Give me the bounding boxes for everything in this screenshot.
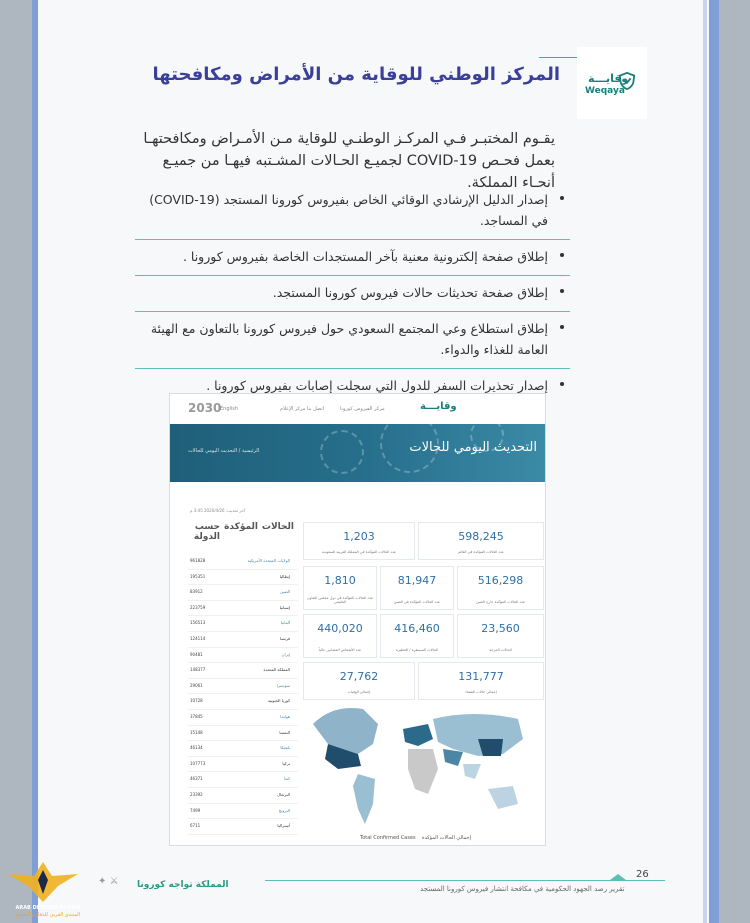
- language-link: English: [220, 406, 239, 412]
- nav-links: اتصل بنا مركز الإعلام: [280, 406, 324, 412]
- country-value: 10728: [190, 698, 203, 704]
- stat-card: [303, 566, 377, 610]
- logo-accent-line: [539, 57, 579, 58]
- breadcrumb: الرئيسية / التحديث اليومي للحالات: [188, 448, 260, 454]
- country-value: 156513: [190, 620, 206, 626]
- country-row: [188, 757, 298, 773]
- embedded-website-screenshot: [169, 393, 546, 846]
- countries-sidebar: [188, 522, 298, 835]
- country-name: فرنسا: [279, 635, 290, 641]
- bullet-dot-icon: [560, 253, 564, 257]
- bullet-dot-icon: [560, 325, 564, 329]
- country-value: 961828: [190, 558, 206, 563]
- divider: [135, 275, 570, 276]
- country-value: 83912: [190, 589, 203, 595]
- country-value: 46371: [190, 776, 203, 782]
- map-caption: [360, 835, 471, 841]
- bullet-item: [135, 186, 570, 236]
- country-value: 7499: [190, 807, 201, 813]
- country-row: [188, 804, 298, 820]
- country-value: 37845: [190, 713, 203, 719]
- map-caption-english: Total Confirmed Cases: [360, 835, 416, 841]
- page-title: المركز الوطني للوقاية من الأمراض ومكافحتها: [152, 64, 560, 85]
- map-caption-arabic: إجمالي الحالات المؤكدة: [422, 835, 472, 841]
- header-confirmed: المؤكدة: [224, 522, 258, 532]
- stat-label: عدد الحالات المؤكدة في المملكة العربية السعودية: [321, 550, 397, 554]
- country-row: [188, 570, 298, 586]
- world-map: [303, 694, 541, 834]
- watermark-subtitle: المنتدى العربي للدفاع والتسليح: [15, 912, 81, 918]
- stat-label: إجمالي حالات الشفاء: [465, 690, 497, 694]
- country-name: الولايات المتحدة الأمريكية: [247, 558, 290, 563]
- bullet-text: إطلاق استطلاع وعي المجتمع السعودي حول فيروس كورونا بالتعاون مع الهيئة العامة للغذاء والدواء.: [150, 321, 548, 357]
- stat-card: [457, 566, 544, 610]
- stat-label: عدد الحالات المؤكدة في الصين: [393, 600, 441, 604]
- country-name: تركيا: [282, 760, 290, 766]
- bullet-text: إطلاق صفحة إلكترونية معنية بآخر المستجدات الخاصة بفيروس كورونا .: [182, 249, 548, 264]
- country-name: الصين: [279, 589, 290, 595]
- right-border-stripe-light: [703, 0, 707, 923]
- stat-value: 516,298: [477, 574, 524, 587]
- stat-label: إجمالي الوفيات: [347, 690, 371, 694]
- header-cases: الحالات: [261, 522, 294, 532]
- country-name: كوريا الجنوبية: [267, 698, 290, 704]
- country-row: [188, 694, 298, 710]
- country-name: البرتغال: [277, 791, 290, 797]
- stat-label: عدد الحالات المؤكدة في العالم: [458, 550, 504, 554]
- watermark-title: ARAB DEFENSE FORUM: [15, 905, 81, 911]
- sidebar-header: [188, 522, 298, 554]
- bullet-dot-icon: [560, 289, 564, 293]
- logo-text-arabic: وقايـــة: [588, 72, 629, 85]
- country-name: إسبانيا: [279, 604, 290, 610]
- divider: [135, 239, 570, 240]
- country-value: 107773: [190, 760, 206, 766]
- vision-2030-logo: 2030: [188, 401, 222, 415]
- country-row: [188, 601, 298, 617]
- page-number: 26: [636, 869, 649, 880]
- footer-line: [265, 880, 665, 881]
- stat-card: [418, 522, 544, 560]
- country-row: [188, 819, 298, 835]
- site-logo: وقايـــة: [420, 401, 457, 412]
- country-row: [188, 632, 298, 648]
- country-row: [188, 710, 298, 726]
- divider: [135, 368, 570, 369]
- bullet-list: [135, 186, 570, 401]
- bullet-item: [135, 243, 570, 272]
- stat-label: الحالات المستقرة / الخطيرة: [395, 648, 439, 652]
- stat-value: 1,810: [324, 574, 356, 587]
- country-name: كندا: [283, 776, 290, 782]
- country-name: هولندا: [280, 713, 290, 719]
- hero-banner: [170, 424, 545, 482]
- last-updated: آخر تحديث: 2020/4/26 3:45 م: [190, 508, 246, 513]
- footer-marker-icon: [610, 874, 626, 880]
- stat-value: 131,777: [458, 670, 504, 683]
- country-row: [188, 741, 298, 757]
- country-value: 46134: [190, 745, 203, 751]
- country-row: [188, 788, 298, 804]
- stat-value: 27,762: [339, 670, 379, 683]
- country-value: 23392: [190, 791, 203, 797]
- stat-value: 23,560: [481, 622, 520, 635]
- country-value: 195351: [190, 573, 206, 579]
- country-row: [188, 679, 298, 695]
- banner-title: التحديث اليومي للحالات: [409, 440, 537, 455]
- country-name: أستراليا: [277, 823, 290, 829]
- stat-value: 416,460: [394, 622, 440, 635]
- country-name: سويسرا: [276, 682, 290, 688]
- divider: [135, 311, 570, 312]
- country-row: [188, 585, 298, 601]
- footer-slogan: المملكة تواجه كورونا: [137, 880, 229, 890]
- logo-text-english: Weqaya: [585, 86, 625, 96]
- virus-decoration-icon: [320, 430, 364, 474]
- bullet-item: [135, 279, 570, 308]
- stat-card: [457, 614, 544, 658]
- stat-value: 81,947: [397, 574, 437, 587]
- bullet-dot-icon: [560, 196, 564, 200]
- stat-card: [380, 614, 454, 658]
- stat-card: [303, 614, 377, 658]
- right-border-stripe: [709, 0, 719, 923]
- country-value: 90481: [190, 651, 203, 657]
- country-value: 6711: [190, 823, 201, 829]
- stat-label: عدد الأشخاص المصابين حالياً: [318, 648, 362, 652]
- site-name: مركز الفيروس كورونا: [340, 406, 385, 412]
- country-value: 29061: [190, 682, 203, 688]
- stat-label: عدد الحالات المؤكدة في دول مجلس التعاون الخليجي: [307, 596, 373, 604]
- country-value: 223759: [190, 604, 206, 610]
- stat-card: [380, 566, 454, 610]
- stat-value: 598,245: [458, 530, 504, 543]
- stat-label: الحالات الحرجة: [489, 648, 512, 652]
- country-name: النمسا: [279, 729, 290, 735]
- country-name: إيران: [281, 651, 290, 657]
- bullet-dot-icon: [560, 382, 564, 386]
- country-value: 15148: [190, 729, 203, 735]
- country-row: [188, 648, 298, 664]
- bullet-text: إصدار الدليل الإرشادي الوقائي الخاص بفيروس كورونا المستجد (COVID-19) في المساجد.: [149, 192, 548, 228]
- country-row: [188, 616, 298, 632]
- country-row: [188, 772, 298, 788]
- country-name: بلجيكا: [280, 745, 290, 751]
- country-value: 124114: [190, 635, 206, 641]
- bullet-text: إطلاق صفحة تحديثات حالات فيروس كورونا المستجد.: [272, 285, 548, 300]
- bullet-text: إصدار تحذيرات السفر للدول التي سجلت إصابات بفيروس كورونا .: [206, 378, 548, 393]
- country-name: النرويج: [278, 807, 290, 813]
- country-name: إيطاليا: [279, 573, 290, 579]
- stat-value: 440,020: [317, 622, 363, 635]
- country-value: 148377: [190, 667, 206, 673]
- footer-report-title: تقرير رصد الجهود الحكومية في مكافحة انتشار فيروس كورونا المستجد: [420, 885, 625, 893]
- intro-paragraph: يقـوم المختبـر فـي المركـز الوطنـي للوقاية مـن الأمـراض ومكافحتهـا بعمل فحـص COVID-19 لجميـع الحـالات المشـتبه فيهـا من جميـع أنحـاء المملكة.: [143, 131, 555, 191]
- country-list: [188, 554, 298, 835]
- stat-label: عدد الحالات المؤكدة خارج الصين: [475, 600, 526, 604]
- country-row: [188, 726, 298, 742]
- footer-emblem-icon: ✦ ⚔: [98, 876, 119, 887]
- country-row: [188, 663, 298, 679]
- header-by-country: حسب الدولة: [193, 522, 220, 542]
- bullet-item: [135, 315, 570, 365]
- stat-card: [303, 522, 415, 560]
- country-row: [188, 554, 298, 570]
- country-name: ألمانيا: [280, 620, 290, 626]
- country-name: المملكة المتحدة: [263, 667, 290, 673]
- stat-value: 1,203: [343, 530, 375, 543]
